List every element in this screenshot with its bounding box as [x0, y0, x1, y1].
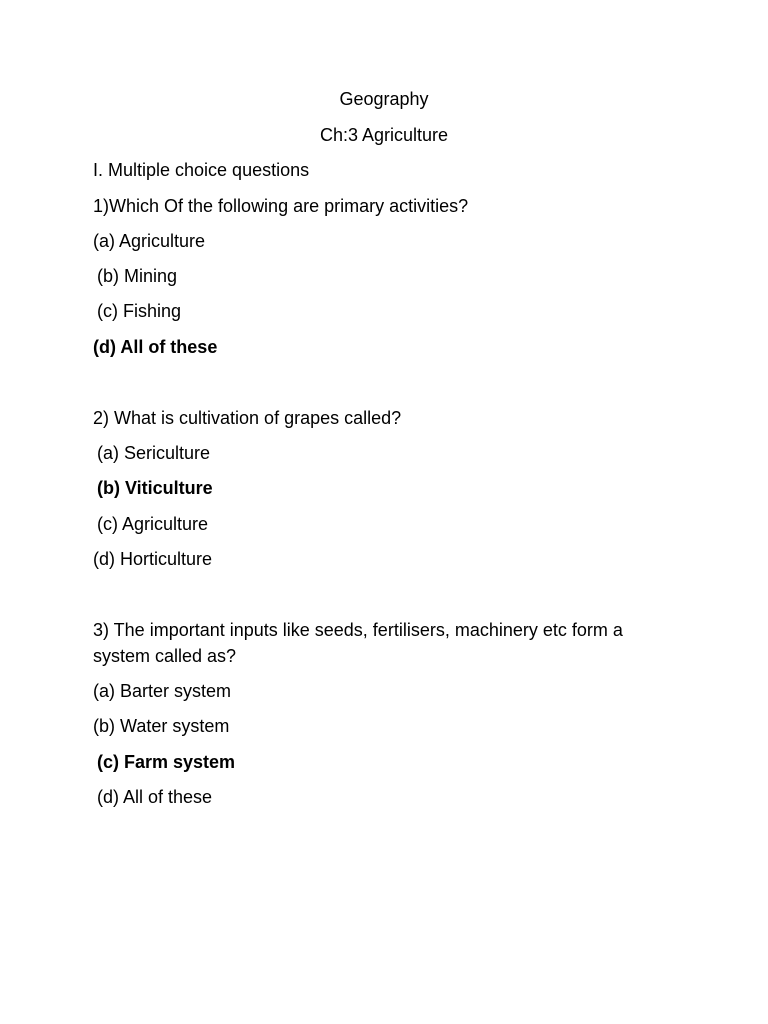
- question-1: 1)Which Of the following are primary activities?: [93, 196, 469, 216]
- question-3-option-a: (a) Barter system: [93, 681, 232, 701]
- question-3-option-d: (d) All of these: [97, 787, 213, 807]
- question-2-option-b-answer: (b) Viticulture: [97, 478, 213, 498]
- question-3-option-c-answer: (c) Farm system: [97, 752, 236, 772]
- section-heading: I. Multiple choice questions: [93, 160, 310, 180]
- question-1-option-a: (a) Agriculture: [93, 231, 206, 251]
- question-2-option-c: (c) Agriculture: [97, 514, 209, 534]
- question-3: 3) The important inputs like seeds, fertilisers, machinery etc form a system called as?: [93, 620, 623, 666]
- question-3-option-b: (b) Water system: [93, 716, 230, 736]
- question-1-option-b: (b) Mining: [97, 266, 178, 286]
- question-2-option-a: (a) Sericulture: [97, 443, 211, 463]
- question-2-option-d: (d) Horticulture: [93, 549, 213, 569]
- question-2: 2) What is cultivation of grapes called?: [93, 408, 402, 428]
- question-1-option-c: (c) Fishing: [97, 301, 182, 321]
- subject-title: Geography: [339, 89, 429, 109]
- chapter-title: Ch:3 Agriculture: [319, 125, 449, 145]
- question-1-option-d-answer: (d) All of these: [93, 337, 218, 357]
